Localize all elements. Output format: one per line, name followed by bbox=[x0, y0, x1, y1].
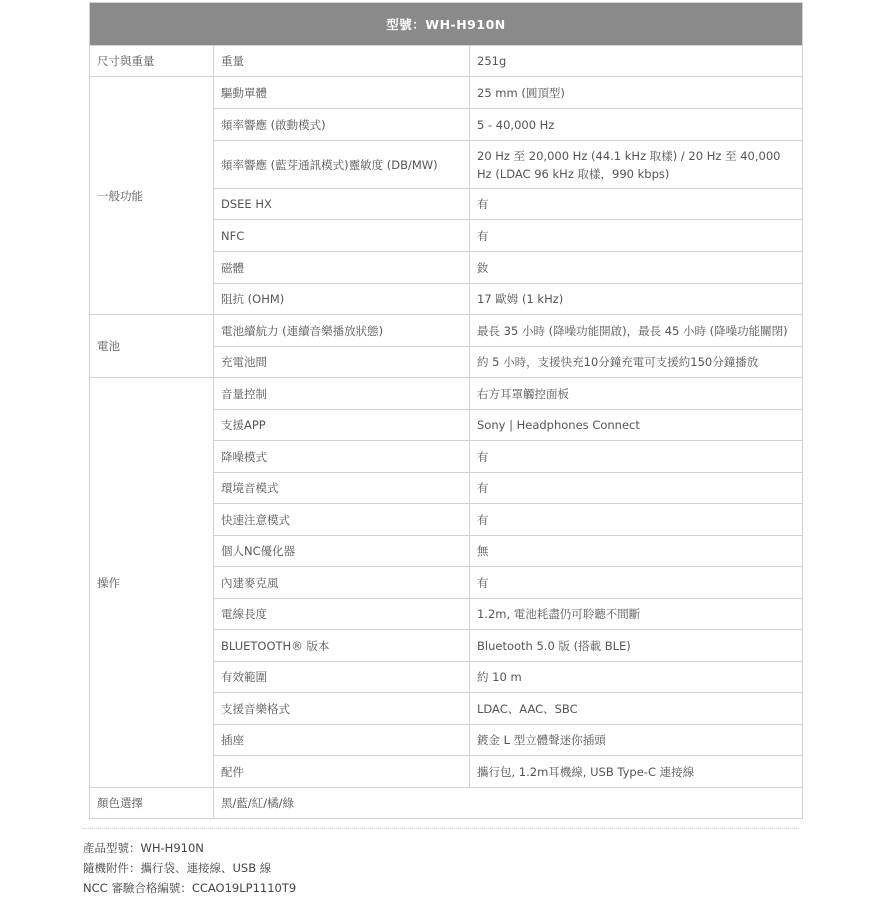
feature-label: 音量控制 bbox=[214, 378, 470, 410]
table-row bbox=[90, 788, 803, 819]
feature-value: 20 Hz 至 20,000 Hz (44.1 kHz 取樣) / 20 Hz 至 40,000 Hz (LDAC 96 kHz 取樣，990 kbps) bbox=[470, 141, 803, 189]
feature-label: 阻抗 (OHM) bbox=[214, 284, 470, 315]
color-options: 黑/藍/紅/橘/綠 bbox=[214, 788, 803, 819]
feature-value: 釹 bbox=[470, 252, 803, 284]
feature-value: Sony | Headphones Connect bbox=[470, 410, 803, 441]
product-info-footer bbox=[83, 828, 799, 898]
feature-value: 無 bbox=[470, 536, 803, 567]
feature-label: 個人NC優化器 bbox=[214, 536, 470, 567]
table-row bbox=[90, 46, 803, 77]
table-header-row bbox=[90, 3, 803, 46]
feature-label: 頻率響應 (啟動模式) bbox=[214, 109, 470, 141]
feature-value: 17 歐姆 (1 kHz) bbox=[470, 284, 803, 315]
category-general: 一般功能 bbox=[90, 77, 214, 315]
feature-label: 支援APP bbox=[214, 410, 470, 441]
feature-label: 內建麥克風 bbox=[214, 567, 470, 599]
category-color: 顏色選擇 bbox=[90, 788, 214, 819]
feature-value: 鍍金 L 型立體聲迷你插頭 bbox=[470, 725, 803, 756]
feature-value: 有 bbox=[470, 567, 803, 599]
category-operation: 操作 bbox=[90, 378, 214, 788]
feature-value: 右方耳罩觸控面板 bbox=[470, 378, 803, 410]
table-row bbox=[90, 378, 803, 410]
feature-label: 磁體 bbox=[214, 252, 470, 284]
model-header: 型號：WH-H910N bbox=[90, 3, 803, 46]
feature-label: 配件 bbox=[214, 756, 470, 788]
feature-value: Bluetooth 5.0 版 (搭載 BLE) bbox=[470, 630, 803, 662]
feature-label: 快速注意模式 bbox=[214, 504, 470, 536]
feature-label: 驅動單體 bbox=[214, 77, 470, 109]
feature-value: 攜行包, 1.2m耳機線, USB Type-C 連接線 bbox=[470, 756, 803, 788]
feature-value: 有 bbox=[470, 220, 803, 252]
feature-label: NFC bbox=[214, 220, 470, 252]
feature-label: 有效範圍 bbox=[214, 662, 470, 693]
feature-label: 電池續航力 (連續音樂播放狀態) bbox=[214, 315, 470, 347]
category-battery: 電池 bbox=[90, 315, 214, 378]
feature-label: 電線長度 bbox=[214, 599, 470, 630]
feature-label: 降噪模式 bbox=[214, 441, 470, 473]
feature-value: 25 mm (圓頂型) bbox=[470, 77, 803, 109]
table-row bbox=[90, 315, 803, 347]
feature-value: 有 bbox=[470, 441, 803, 473]
feature-label: 插座 bbox=[214, 725, 470, 756]
feature-value: 1.2m, 電池耗盡仍可聆聽不間斷 bbox=[470, 599, 803, 630]
feature-value: 有 bbox=[470, 473, 803, 504]
feature-value: 約 10 m bbox=[470, 662, 803, 693]
feature-value: 最長 35 小時 (降噪功能開啟)，最長 45 小時 (降噪功能關閉) bbox=[470, 315, 803, 347]
table-row bbox=[90, 77, 803, 109]
feature-value: 5 - 40,000 Hz bbox=[470, 109, 803, 141]
feature-label: 充電池間 bbox=[214, 347, 470, 378]
feature-label: 支援音樂格式 bbox=[214, 693, 470, 725]
feature-label: 頻率響應 (藍芽通訊模式)靈敏度 (DB/MW) bbox=[214, 141, 470, 189]
footer-ncc: NCC 審驗合格編號：CCAO19LP1110T9 bbox=[83, 881, 297, 895]
feature-value: LDAC、AAC、SBC bbox=[470, 693, 803, 725]
feature-label: BLUETOOTH® 版本 bbox=[214, 630, 470, 662]
feature-label: 重量 bbox=[214, 46, 470, 77]
category-size-weight: 尺寸與重量 bbox=[90, 46, 214, 77]
footer-model: 產品型號：WH-H910N bbox=[83, 841, 204, 855]
feature-label: DSEE HX bbox=[214, 189, 470, 220]
feature-value: 251g bbox=[470, 46, 803, 77]
feature-value: 約 5 小時，支援快充10分鐘充電可支援約150分鐘播放 bbox=[470, 347, 803, 378]
feature-label: 環境音模式 bbox=[214, 473, 470, 504]
feature-value: 有 bbox=[470, 504, 803, 536]
footer-accessories: 隨機附件：攜行袋、連接線、USB 線 bbox=[83, 861, 272, 875]
spec-table bbox=[89, 2, 803, 819]
feature-value: 有 bbox=[470, 189, 803, 220]
